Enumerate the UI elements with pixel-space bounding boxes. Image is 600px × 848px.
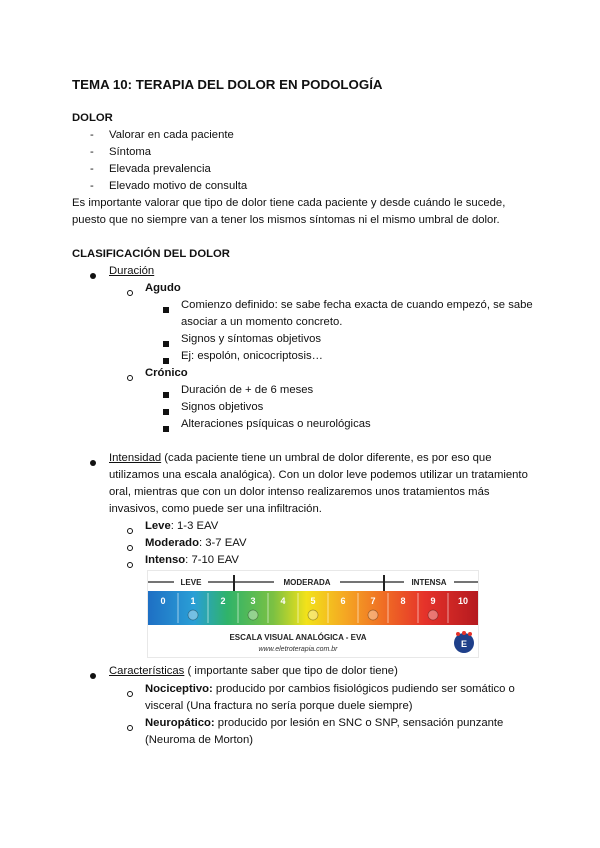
nociceptivo-text: producido por cambios fisiológicos pudiendo ser somático o [212,683,515,695]
neuropatico-label: Neuropático: [145,717,215,729]
intenso-item [145,552,239,569]
circle-bullet-icon [127,686,133,703]
list-item: Comienzo definido: se sabe fecha exacta de cuando empezó, se sabe [181,299,533,311]
dash-bullet: - [90,129,94,141]
circle-bullet-icon [127,523,133,540]
disc-bullet-icon [90,668,96,685]
eva-number-2: 2 [220,596,226,606]
eva-number-5: 5 [310,596,316,606]
disc-bullet-icon [90,455,96,472]
eva-caption: ESCALA VISUAL ANALÓGICA - EVA [229,633,367,642]
moderado-item [145,535,247,552]
moderado-value: : 3-7 EAV [198,537,247,549]
face-icon [188,610,198,620]
circle-bullet-icon [127,285,133,302]
eva-number-1: 1 [190,596,196,606]
list-item: Alteraciones psíquicas o neurológicas [181,418,371,430]
cronico-label: Crónico [145,367,188,379]
face-icon [428,610,438,620]
eva-number-0: 0 [160,596,166,606]
circle-bullet-icon [127,720,133,737]
leve-value: : 1-3 EAV [170,520,219,532]
section-heading-dolor: DOLOR [72,112,113,124]
paragraph-line: oral, mientras que con un dolor intenso realizaremos unos tratamientos más [109,486,490,498]
zone-leve-label: LEVE [180,578,202,587]
face-icon [248,610,258,620]
paragraph-line: utilizamos una escala analógica). Con un dolor leve podemos utilizar un tratamiento [109,469,528,481]
face-icon [308,610,318,620]
square-bullet-icon [163,404,169,421]
zone-moderada-label: MODERADA [283,578,331,587]
page-title: TEMA 10: TERAPIA DEL DOLOR EN PODOLOGÍA [72,77,383,92]
caracteristicas-label: Características [109,665,185,677]
list-item: Duración de + de 6 meses [181,384,314,396]
caracteristicas-line [109,663,398,680]
eva-number-7: 7 [370,596,376,606]
eva-number-3: 3 [250,596,256,606]
paragraph-line: (Neuroma de Morton) [145,734,253,746]
dash-bullet: - [90,146,94,158]
list-item: Ej: espolón, onicocriptosis… [181,350,323,362]
dash-bullet: - [90,180,94,192]
list-item: Signos y síntomas objetivos [181,333,322,345]
leve-label: Leve [145,520,171,532]
nociceptivo-label: Nociceptivo: [145,683,213,695]
duracion-label: Duración [109,265,155,277]
circle-bullet-icon [127,557,133,574]
paragraph-line: puesto que no siempre van a tener los mismos síntomas ni el mismo umbral de dolor. [72,214,500,226]
moderado-label: Moderado [145,537,199,549]
list-item: Signos objetivos [181,401,264,413]
list-item: Síntoma [109,146,152,158]
eva-number-8: 8 [400,596,406,606]
list-item-continuation: asociar a un momento concreto. [181,316,343,328]
intenso-value: : 7-10 EAV [185,554,239,566]
dash-bullet: - [90,163,94,175]
section-heading-clasificacion: CLASIFICACIÓN DEL DOLOR [72,248,230,260]
eva-number-9: 9 [430,596,436,606]
paragraph-line: invasivos, como puede ser una infiltración. [109,503,322,515]
eva-website: www.eletroterapia.com.br [258,646,338,653]
intensidad-text: (cada paciente tiene un umbral de dolor diferente, es por eso que [161,452,492,464]
intensidad-line [109,450,491,467]
list-item: Valorar en cada paciente [109,129,234,141]
zone-intensa-label: INTENSA [411,578,447,587]
caracteristicas-text: ( importante saber que tipo de dolor tiene) [184,665,398,677]
paragraph-line: Es importante valorar que tipo de dolor tiene cada paciente y desde cuándo le sucede, [72,197,506,209]
eva-number-4: 4 [280,596,286,606]
paragraph-line: visceral (Una fractura no sería porque duele siempre) [145,700,413,712]
disc-bullet-icon [90,268,96,285]
neuropatico-text: producido por lesión en SNC o SNP, sensación punzante [214,717,504,729]
eva-scale-figure [147,570,479,658]
square-bullet-icon [163,302,169,319]
square-bullet-icon [163,336,169,353]
face-icon [368,610,378,620]
circle-bullet-icon [127,540,133,557]
logo-icon [454,631,474,653]
square-bullet-icon [163,387,169,404]
list-item: Elevado motivo de consulta [109,180,248,192]
list-item: Elevada prevalencia [109,163,211,175]
agudo-label: Agudo [145,282,181,294]
eva-number-10: 10 [457,596,469,606]
square-bullet-icon [163,421,169,438]
eva-number-6: 6 [340,596,346,606]
leve-item [145,518,218,535]
intenso-label: Intenso [145,554,186,566]
nociceptivo-item [145,681,515,698]
intensidad-label: Intensidad [109,452,162,464]
svg-text:E: E [460,639,468,649]
circle-bullet-icon [127,370,133,387]
neuropatico-item [145,715,503,732]
